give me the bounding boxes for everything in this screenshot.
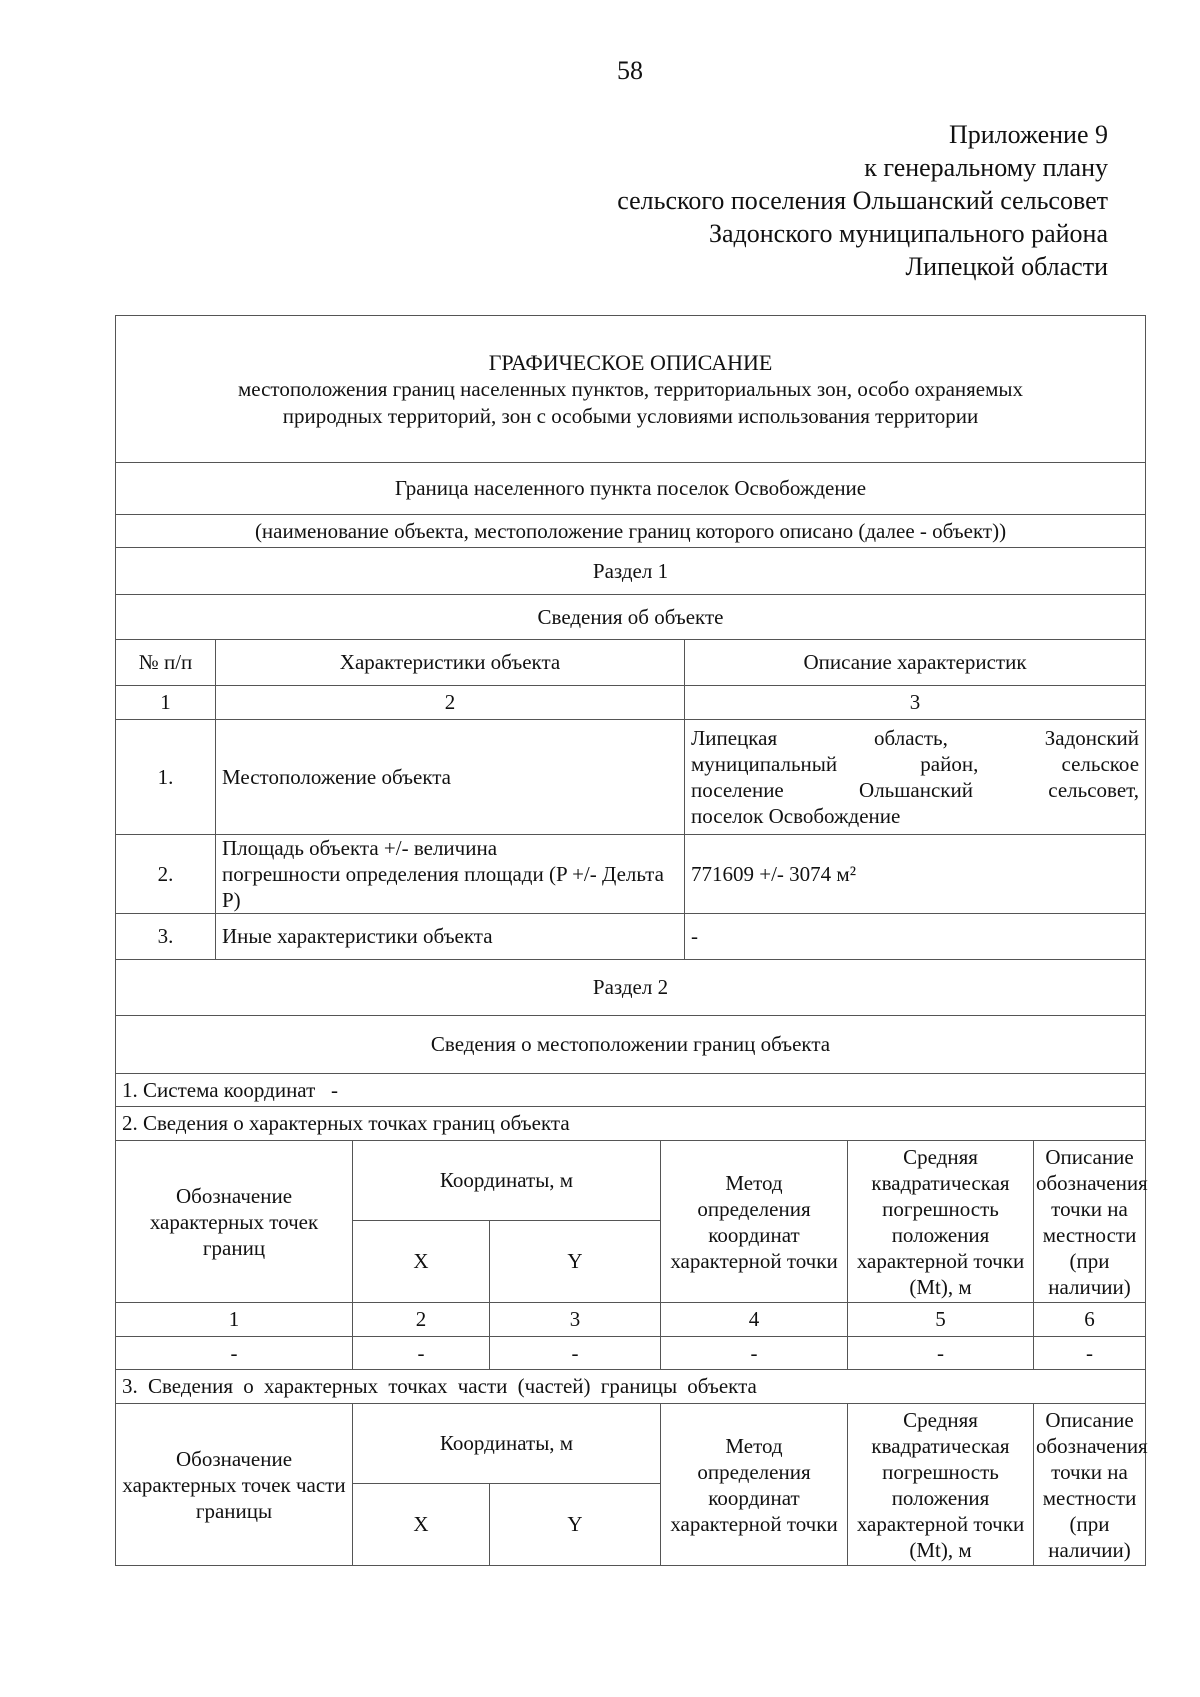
t1-cell: - bbox=[116, 1337, 353, 1370]
t1-col-number: 6 bbox=[1034, 1303, 1146, 1337]
col-number: 2 bbox=[216, 686, 685, 720]
document-subtitle: природных территорий, зон с особыми условиями использования территории bbox=[282, 403, 979, 428]
col-header-number: № п/п bbox=[116, 640, 216, 686]
value-line: муниципальный район, сельское bbox=[691, 752, 1140, 776]
t1-col-number: 2 bbox=[353, 1303, 490, 1337]
t1-method-header: Метод определения координат характерной точки bbox=[661, 1141, 848, 1303]
page-number: 58 bbox=[617, 56, 643, 85]
t1-col-number: 3 bbox=[490, 1303, 661, 1337]
t2-error-header: Средняя квадратическая погрешность положения характерной точки (Mt), м bbox=[848, 1404, 1034, 1566]
parts-title: 3. Сведения о характерных точках части (частей) границы объекта bbox=[116, 1370, 1146, 1404]
row-number: 2. bbox=[116, 835, 216, 914]
appendix-line: Задонского муниципального района bbox=[708, 219, 1108, 248]
graphic-description-table bbox=[115, 315, 1146, 1566]
row-number: 1. bbox=[116, 720, 216, 835]
t1-col-number: 1 bbox=[116, 1303, 353, 1337]
t2-method-header: Метод определения координат характерной точки bbox=[661, 1404, 848, 1566]
section1-title: Раздел 1 bbox=[116, 548, 1146, 595]
col-number: 3 bbox=[685, 686, 1146, 720]
row-value bbox=[685, 720, 1146, 835]
t1-y-header: Y bbox=[490, 1221, 661, 1303]
points-title: 2. Сведения о характерных точках границ объекта bbox=[116, 1107, 1146, 1141]
appendix-line: Липецкой области bbox=[905, 252, 1108, 281]
t1-designation-header: Обозначение характерных точек границ bbox=[116, 1141, 353, 1303]
row-characteristic: Местоположение объекта bbox=[216, 720, 685, 835]
appendix-line: сельского поселения Ольшанский сельсовет bbox=[617, 186, 1108, 215]
row-characteristic: Иные характеристики объекта bbox=[216, 914, 685, 960]
t2-desc-header: Описание обозначения точки на местности (при наличии) bbox=[1034, 1404, 1146, 1566]
t1-cell: - bbox=[353, 1337, 490, 1370]
t1-col-number: 5 bbox=[848, 1303, 1034, 1337]
document-header bbox=[116, 316, 1146, 463]
t2-designation-header: Обозначение характерных точек части границы bbox=[116, 1404, 353, 1566]
t1-desc-header: Описание обозначения точки на местности (при наличии) bbox=[1034, 1141, 1146, 1303]
t1-cell: - bbox=[661, 1337, 848, 1370]
section2-subtitle: Сведения о местоположении границ объекта bbox=[116, 1016, 1146, 1074]
t1-coords-header: Координаты, м bbox=[353, 1141, 661, 1221]
t1-error-header: Средняя квадратическая погрешность положения характерной точки (Mt), м bbox=[848, 1141, 1034, 1303]
characteristic-line: погрешности определения площади (P +/- Дельта P) bbox=[222, 862, 664, 912]
row-value: 771609 +/- 3074 м² bbox=[685, 835, 1146, 914]
object-caption: (наименование объекта, местоположение границ которого описано (далее - объект)) bbox=[116, 515, 1146, 548]
col-header-description: Описание характеристик bbox=[685, 640, 1146, 686]
characteristic-line: Площадь объекта +/- величина bbox=[222, 836, 498, 860]
coordinate-system: 1. Система координат - bbox=[116, 1074, 1146, 1107]
row-number: 3. bbox=[116, 914, 216, 960]
section1-subtitle: Сведения об объекте bbox=[116, 595, 1146, 640]
t1-cell: - bbox=[490, 1337, 661, 1370]
t1-cell: - bbox=[848, 1337, 1034, 1370]
row-characteristic bbox=[216, 835, 685, 914]
col-number: 1 bbox=[116, 686, 216, 720]
t2-y-header: Y bbox=[490, 1484, 661, 1566]
t1-cell: - bbox=[1034, 1337, 1146, 1370]
document-subtitle: местоположения границ населенных пунктов, территориальных зон, особо охраняемых bbox=[237, 376, 1024, 401]
t2-coords-header: Координаты, м bbox=[353, 1404, 661, 1484]
section2-title: Раздел 2 bbox=[116, 960, 1146, 1016]
col-header-characteristics: Характеристики объекта bbox=[216, 640, 685, 686]
t1-x-header: X bbox=[353, 1221, 490, 1303]
value-line: Липецкая область, Задонский bbox=[691, 726, 1140, 750]
object-name: Граница населенного пункта поселок Освобождение bbox=[116, 463, 1146, 515]
appendix-line: Приложение 9 bbox=[948, 120, 1108, 149]
value-line: поселок Освобождение bbox=[691, 804, 901, 828]
appendix-block bbox=[617, 118, 1108, 283]
t2-x-header: X bbox=[353, 1484, 490, 1566]
row-value: - bbox=[685, 914, 1146, 960]
t1-col-number: 4 bbox=[661, 1303, 848, 1337]
value-line: поселение Ольшанский сельсовет, bbox=[691, 778, 1140, 802]
document-title: ГРАФИЧЕСКОЕ ОПИСАНИЕ bbox=[488, 349, 773, 375]
appendix-line: к генеральному плану bbox=[864, 153, 1108, 182]
